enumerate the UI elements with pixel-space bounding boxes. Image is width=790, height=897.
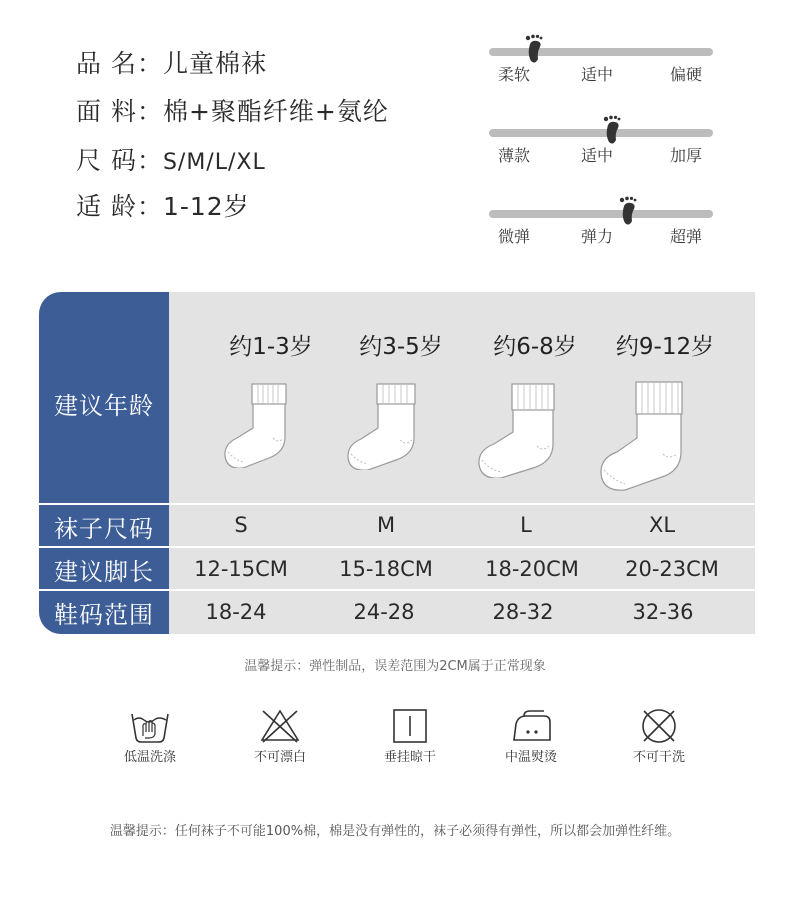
age-cell: 约3-5岁 [359, 334, 443, 360]
slider-label-left: 微弹 [498, 227, 531, 246]
foot-length-cell: 12-15CM [194, 557, 288, 581]
shoe-size-cell: 24-28 [353, 600, 415, 624]
row-header-age: 建议年龄 [54, 392, 154, 420]
care-item-dry [360, 708, 460, 765]
elastic-note: 温馨提示：弹性制品，误差范围为2CM属于正常现象 [244, 659, 546, 674]
sock-xl-icon [599, 380, 687, 492]
care-label: 垂挂晾干 [383, 750, 436, 765]
care-item-dryclean [609, 708, 709, 765]
product-age-value: 1-12岁 [162, 192, 250, 221]
shoe-size-cell: 32-36 [632, 600, 694, 624]
care-item-bleach [230, 708, 330, 765]
sock-s-icon [223, 382, 293, 468]
foot-length-cell: 18-20CM [485, 557, 579, 581]
medium-iron-icon [510, 708, 552, 744]
slider-label-left: 柔软 [498, 65, 531, 84]
foot-length-cell: 20-23CM [625, 557, 719, 581]
size-cell: XL [648, 513, 676, 537]
product-material-value: 棉+聚酯纤维+氨纶 [162, 97, 389, 126]
care-label: 低温洗涤 [123, 750, 176, 765]
no-dry-clean-icon [638, 708, 680, 744]
row-divider [39, 589, 755, 591]
slider-label-right: 加厚 [670, 146, 703, 165]
row-header-foot-length: 建议脚长 [54, 558, 154, 586]
shoe-size-cell: 18-24 [205, 600, 267, 624]
cotton-note: 温馨提示：任何袜子不可能100%棉，棉是没有弹性的，袜子必须得有弹性，所以都会加弹性纤维。 [109, 824, 681, 839]
product-name-label: 品 名： [76, 49, 163, 78]
slider-label-right: 偏硬 [670, 65, 703, 84]
size-cell: L [520, 513, 532, 537]
product-name-row [76, 44, 267, 80]
product-size-label: 尺 码： [76, 146, 163, 175]
row-header-shoe-size: 鞋码范围 [54, 601, 154, 629]
slider-track [489, 210, 713, 218]
product-age-label: 适 龄： [76, 192, 163, 221]
product-material-row [76, 92, 389, 128]
foot-length-cell: 15-18CM [339, 557, 433, 581]
footprint-icon [523, 34, 545, 64]
care-label: 中温熨烫 [504, 750, 557, 765]
shoe-size-cell: 28-32 [492, 600, 554, 624]
no-bleach-icon [259, 708, 301, 744]
product-age-row [76, 187, 250, 223]
slider-label-mid: 适中 [581, 65, 614, 84]
size-cell: S [234, 513, 248, 537]
footprint-icon [617, 196, 639, 226]
age-cell: 约6-8岁 [493, 334, 577, 360]
product-name-value: 儿童棉袜 [162, 49, 267, 78]
slider-label-right: 超弹 [670, 227, 703, 246]
care-item-iron [481, 708, 581, 765]
sock-m-icon [346, 382, 420, 470]
slider-label-mid: 适中 [581, 146, 614, 165]
product-size-value: S/M/L/XL [162, 150, 266, 175]
size-cell: M [376, 513, 396, 537]
product-size-row [76, 141, 266, 177]
sock-l-icon [477, 382, 559, 478]
low-temp-wash-icon [129, 708, 171, 744]
care-item-wash [100, 708, 200, 765]
footprint-icon [601, 115, 623, 145]
care-label: 不可漂白 [253, 750, 306, 765]
row-divider [39, 503, 755, 505]
age-cell: 约9-12岁 [615, 334, 715, 360]
slider-label-left: 薄款 [498, 146, 531, 165]
age-cell: 约1-3岁 [229, 334, 313, 360]
row-divider [39, 546, 755, 548]
row-header-sock-size: 袜子尺码 [54, 515, 154, 543]
size-table [39, 292, 755, 634]
hang-dry-icon [389, 708, 431, 744]
product-material-label: 面 料： [76, 97, 163, 126]
care-label: 不可干洗 [632, 750, 685, 765]
slider-label-mid: 弹力 [581, 227, 614, 246]
